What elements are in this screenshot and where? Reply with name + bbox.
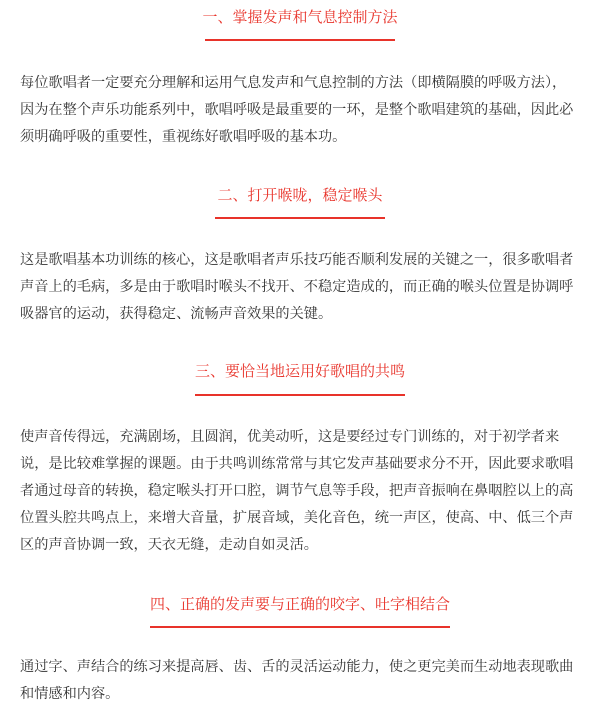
section-1-heading: 一、掌握发声和气息控制方法 [202, 8, 398, 26]
section-3-line-1: 使声音传得远，充满剧场，且圆润，优美动听，这是要经过专门训练的，对于初学者来 [20, 429, 560, 445]
section-3-line-4: 位置头腔共鸣点上，来增大音量，扩展音域，美化音色，统一声区，使高、中、低三个声 [20, 510, 574, 526]
section-2-heading: 二、打开喉咙，稳定喉头 [217, 186, 383, 204]
section-4-line-1: 通过字、声结合的练习来提高唇、齿、舌的灵活运动能力，使之更完美而生动地表现歌曲 [20, 659, 574, 675]
section-3-paragraph [20, 424, 586, 559]
section-3-heading: 三、要恰当地运用好歌唱的共鸣 [194, 362, 405, 380]
section-1-divider [205, 39, 395, 41]
section-1-paragraph [20, 70, 586, 151]
section-4-paragraph [20, 654, 586, 708]
section-2-line-3: 吸器官的运动，获得稳定、流畅声音效果的关键。 [20, 306, 333, 322]
section-4-heading: 四、正确的发声要与正确的咬字、吐字相结合 [149, 595, 450, 613]
section-3-line-5: 区的声音协调一致，天衣无缝，走动自如灵活。 [20, 537, 318, 553]
section-2-line-2: 声音上的毛病，多是由于歌唱时喉头不找开、不稳定造成的，而正确的喉头位置是协调呼 [20, 279, 574, 295]
section-4-divider [150, 626, 450, 628]
section-2-line-1: 这是歌唱基本功训练的核心，这是歌唱者声乐技巧能否顺利发展的关键之一，很多歌唱者 [20, 252, 574, 268]
section-1-line-2: 因为在整个声乐功能系列中，歌唱呼吸是最重要的一环，是整个歌唱建筑的基础，因此必 [20, 102, 574, 118]
section-3-line-3: 者通过母音的转换，稳定喉头打开口腔，调节气息等手段，把声音振响在鼻咽腔以上的高 [20, 483, 574, 499]
section-4-line-2: 和情感和内容。 [20, 686, 120, 702]
section-3-line-2: 说，是比较难掌握的课题。由于共鸣训练常常与其它发声基础要求分不开，因此要求歌唱 [20, 456, 574, 472]
section-1-line-1: 每位歌唱者一定要充分理解和运用气息发声和气息控制的方法（即横隔膜的呼吸方法）， [20, 75, 567, 91]
section-1-line-3: 须明确呼吸的重要性，重视练好歌唱呼吸的基本功。 [20, 129, 347, 145]
section-2-divider [215, 217, 385, 219]
section-3-divider [195, 394, 405, 396]
section-2-paragraph [20, 247, 586, 328]
